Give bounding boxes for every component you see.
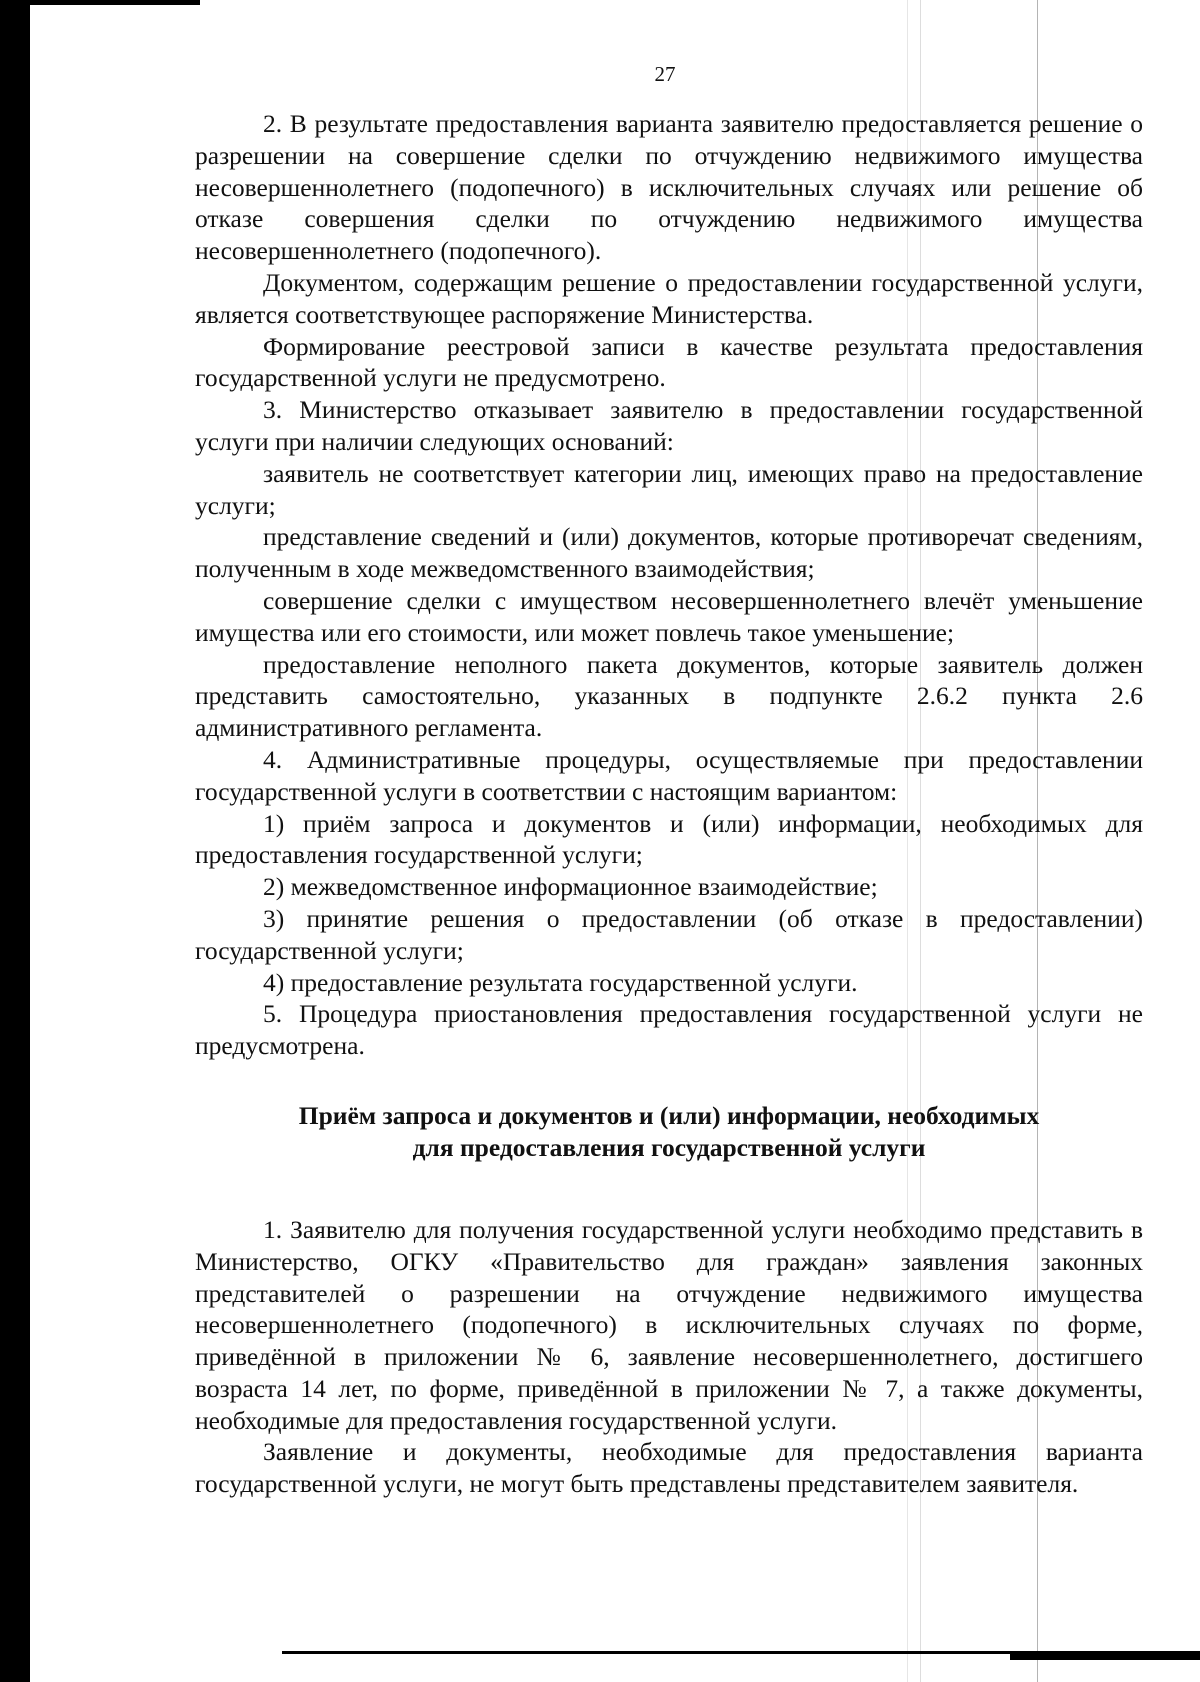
- section-heading: [195, 1100, 1143, 1164]
- paragraph: 3) принятие решения о предоставлении (об отказе в предоставлении) государственной услуги;: [195, 903, 1143, 965]
- paragraph: 4. Административные процедуры, осуществляемые при предоставлении государственной услуги в соответствии с настоящим вариантом:: [195, 744, 1143, 806]
- paragraph: Документом, содержащим решение о предоставлении государственной услуги, является соответствующее распоряжение Министерства.: [195, 267, 1143, 329]
- scan-top-rule: [0, 0, 200, 5]
- paragraph: предоставление неполного пакета документов, которые заявитель должен представить самостоятельно, указанных в подпункте 2.6.2 пункта 2.6 административного регламента.: [195, 649, 1143, 743]
- paragraph: 2) межведомственное информационное взаимодействие;: [263, 872, 878, 902]
- paragraph: совершение сделки с имуществом несовершеннолетнего влечёт уменьшение имущества или его стоимости, или может повлечь такое уменьшение;: [195, 585, 1143, 647]
- section-heading-line: для предоставления государственной услуги: [412, 1132, 926, 1162]
- paragraph: заявитель не соответствует категории лиц, имеющих право на предоставление услуги;: [195, 458, 1143, 520]
- scan-left-edge: [0, 0, 30, 1682]
- scan-bottom-rule: [1010, 1654, 1200, 1660]
- paragraph: 4) предоставление результата государственной услуги.: [263, 967, 858, 997]
- page-number: 27: [654, 62, 676, 86]
- section-heading-line: Приём запроса и документов и (или) информации, необходимых: [298, 1100, 1040, 1130]
- paragraph: Заявление и документы, необходимые для предоставления варианта государственной услуги, не могут быть представлены представителем заявителя.: [195, 1437, 1143, 1499]
- paragraph: 1) приём запроса и документов и (или) информации, необходимых для предоставления государственной услуги;: [195, 808, 1143, 870]
- paragraph: 2. В результате предоставления варианта заявителю предоставляется решение о разрешении на совершение сделки по отчуждению недвижимого имущества несовершеннолетнего (подопечного) в исключительных случаях или решение об отказе совершения сделки по отчуждению недвижимого имущества несовершеннолетнего (подопечного).: [195, 109, 1143, 266]
- paragraph: Формирование реестровой записи в качестве результата предоставления государственной услуги не предусмотрено.: [195, 331, 1143, 393]
- paragraph: 5. Процедура приостановления предоставления государственной услуги не предусмотрена.: [195, 999, 1143, 1061]
- document-body: [195, 108, 1143, 1500]
- paragraph: представление сведений и (или) документов, которые противоречат сведениям, полученным в ходе межведомственного взаимодействия;: [195, 522, 1143, 584]
- paragraph: 3. Министерство отказывает заявителю в предоставлении государственной услуги при наличии следующих оснований:: [195, 395, 1143, 456]
- paragraph: 1. Заявителю для получения государственной услуги необходимо представить в Министерство, ОГКУ «Правительство для граждан» заявления законных представителей о разрешении на отчуждение недвижимого имущества несовершеннолетнего (подопечного) в исключительных случаях по форме, приведённой в приложении № 6, заявление несовершеннолетнего, достигшего возраста 14 лет, по форме, приведённой в приложении № 7, а также документы, необходимые для предоставления государственной услуги.: [195, 1214, 1143, 1435]
